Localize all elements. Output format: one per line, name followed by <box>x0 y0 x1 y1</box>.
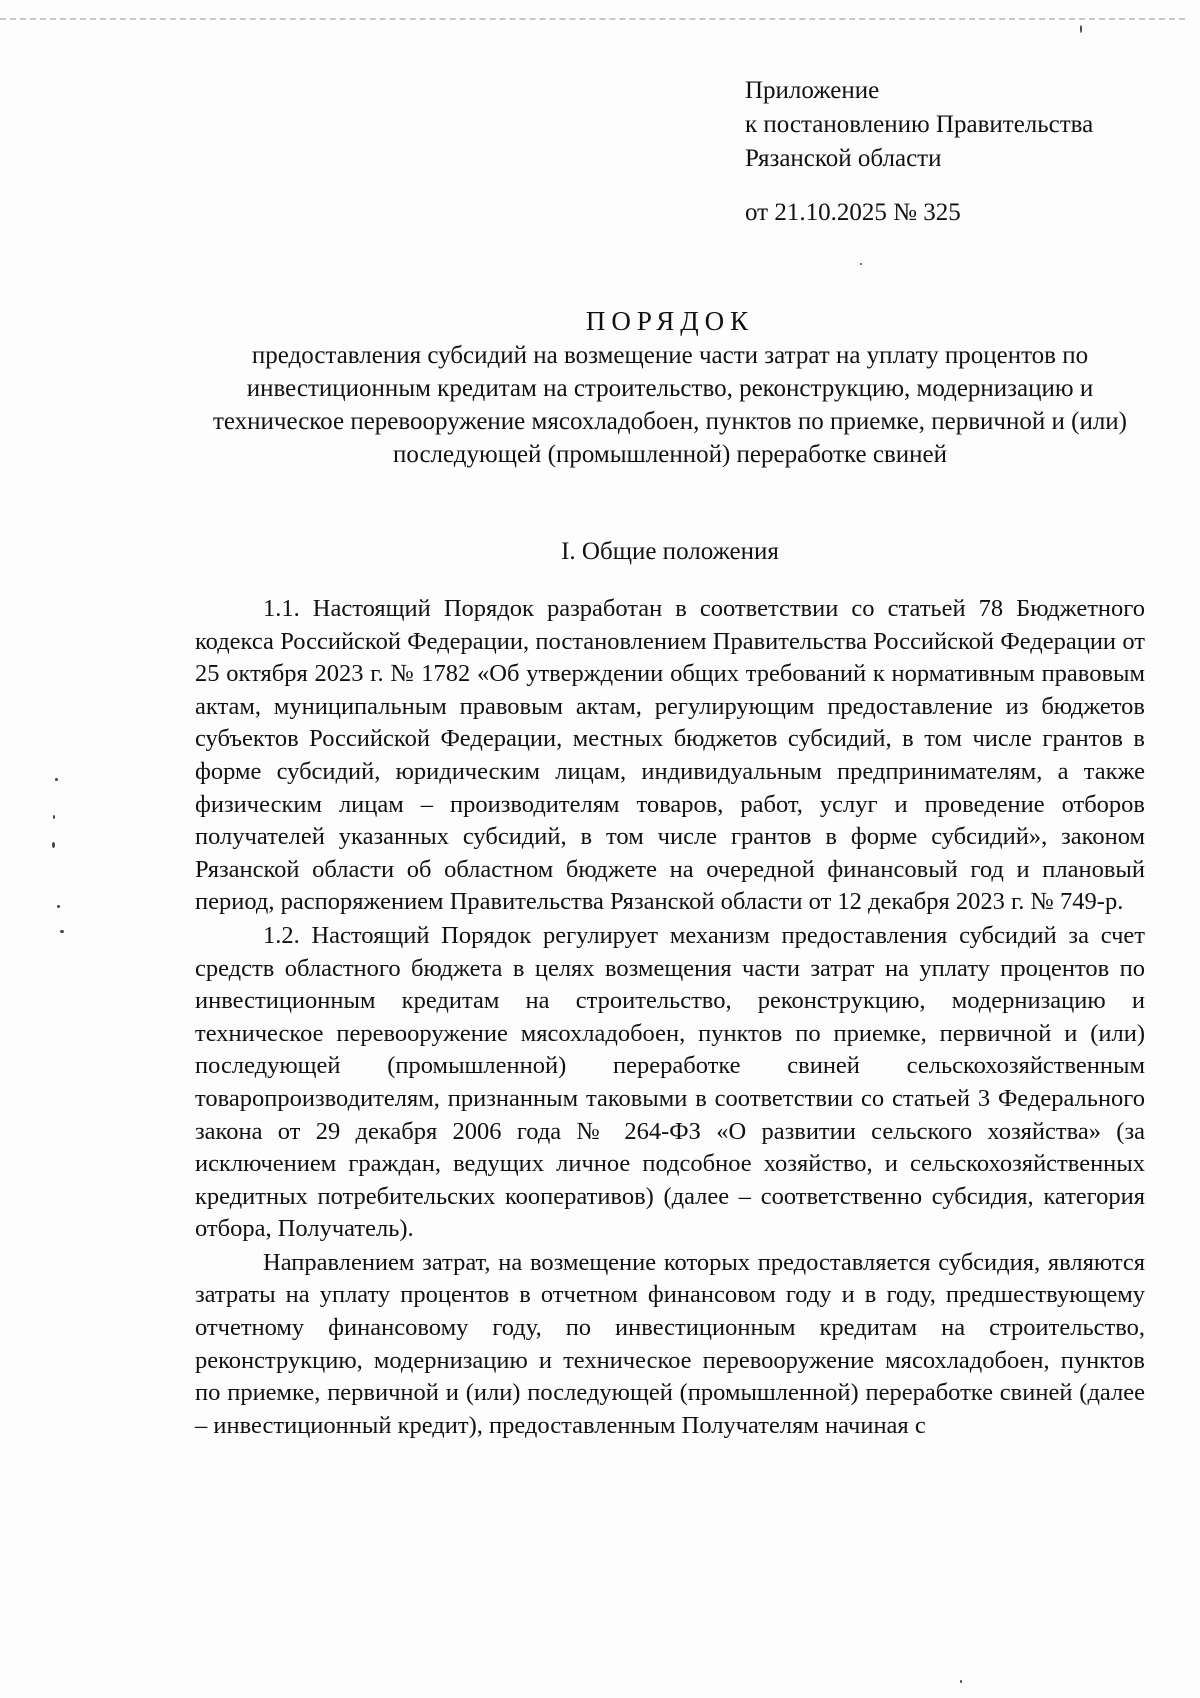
document-subtitle: предоставления субсидий на возмещение части затрат на уплату процентов по инвестиционным кредитам на строительство, реконструкцию, модернизацию и техническое перевооружение мясохладобоен, пунктов по приемке, первичной и (или) последующей (промышленной) переработке свиней <box>212 342 1128 468</box>
paragraph-1-1: 1.1. Настоящий Порядок разработан в соответствии со статьей 78 Бюджетного кодекса Российской Федерации, постановлением Правительства Российской Федерации от 25 октября 2023 г. № 1782 «Об утверждении общих требований к нормативным правовым актам, муниципальным правовым актам, регулирующим предоставление из бюджетов субъектов Российской Федерации, местных бюджетов субсидий, в том числе грантов в форме субсидий, юридическим лицам, индивидуальным предпринимателям, а также физическим лицам – производителям товаров, работ, услуг и проведение отборов получателей указанных субсидий, в том числе грантов в форме субсидий», законом Рязанской области об областном бюджете на очередной финансовый год и плановый период, распоряжением Правительства Рязанской области от 12 декабря 2023 г. № 749-р. <box>195 595 1145 916</box>
scan-speck <box>60 930 64 933</box>
scan-speck <box>53 815 55 819</box>
section-title: I. Общие положения <box>561 538 779 565</box>
paragraph-1-2: 1.2. Настоящий Порядок регулирует механизм предоставления субсидий за счет средств областного бюджета в целях возмещения части затрат на уплату процентов по инвестиционным кредитам на строительство, реконструкцию, модернизацию и техническое перевооружение мясохладобоен, пунктов по приемке, первичной и (или) последующей (промышленной) переработке свиней сельскохозяйственным товаропроизводителям, признанным таковыми в соответствии со статьей 3 Федерального закона от 29 декабря 2006 года № 264-ФЗ «О развитии сельского хозяйства» (за исключением граждан, ведущих личное подсобное хозяйство, и сельскохозяйственных кредитных потребительских кооперативов) (далее – соответственно субсидия, категория отбора, Получатель). <box>195 921 1145 1243</box>
approval-date-line: от 21.10.2025 № 325 <box>745 199 961 226</box>
scan-speck <box>55 778 58 781</box>
scan-speck <box>1080 25 1082 33</box>
scan-speck <box>57 905 60 908</box>
document-heading <box>195 303 1145 471</box>
scan-speck <box>860 263 862 265</box>
scan-edge-line <box>0 18 1185 20</box>
approval-block <box>745 74 1185 230</box>
paragraph-cost-direction: Направлением затрат, на возмещение которых предоставляется субсидия, являются затраты на уплату процентов в отчетном финансовом году и в году, предшествующему отчетному финансовому году, по инвестиционным кредитам на строительство, реконструкцию, модернизацию и техническое перевооружение мясохладобоен, пунктов по приемке, первичной и (или) последующей (промышленной) переработке свиней (далее – инвестиционный кредит), предоставленным Получателям начиная с <box>195 1248 1145 1439</box>
scan-speck <box>960 1680 962 1683</box>
body-text <box>195 593 1145 1442</box>
document-title: ПОРЯДОК <box>585 306 755 336</box>
approval-line-2: к постановлению Правительства <box>745 111 1094 138</box>
scan-speck <box>52 842 55 848</box>
approval-line-1: Приложение <box>745 77 880 104</box>
approval-line-3: Рязанской области <box>745 145 942 172</box>
